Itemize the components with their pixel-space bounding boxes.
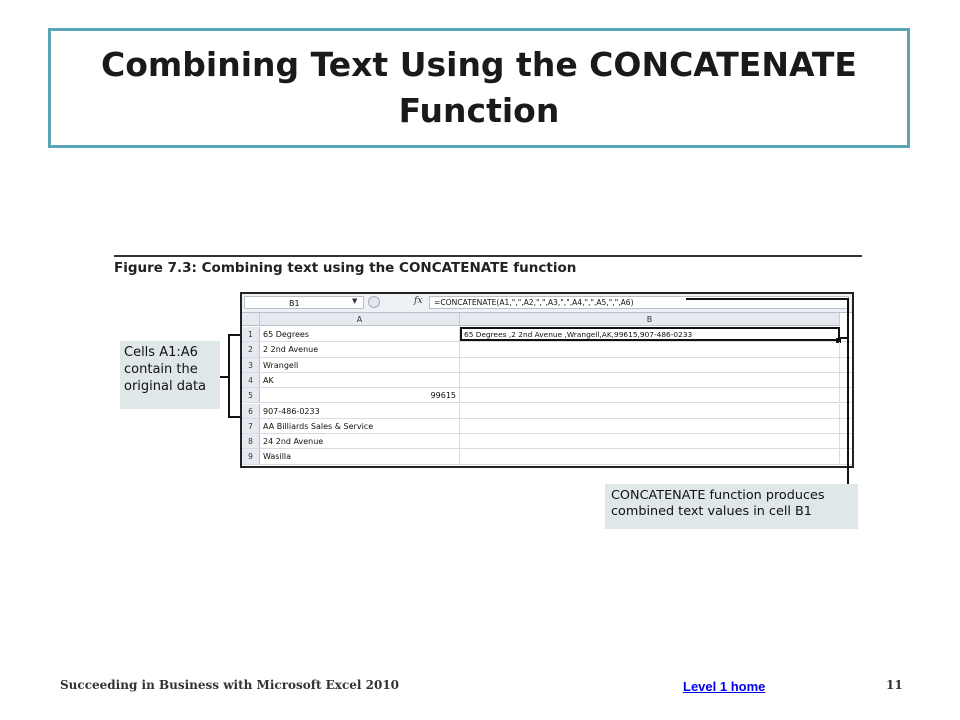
cell-a2[interactable]: 2 2nd Avenue: [260, 342, 460, 356]
cell-b1-active[interactable]: 65 Degrees ,2 2nd Avenue ,Wrangell,AK,99615,907-486-0233: [460, 327, 840, 341]
right-connector-line: [847, 298, 849, 486]
sheet-row: [242, 419, 852, 434]
row-number[interactable]: 1: [242, 327, 260, 341]
sheet-row: [242, 449, 852, 464]
cell-b5[interactable]: [460, 388, 840, 402]
row-number[interactable]: 7: [242, 419, 260, 433]
column-header-b[interactable]: B: [460, 313, 840, 326]
insert-function-icon[interactable]: fx: [414, 296, 423, 306]
formula-connector-line: [686, 298, 848, 300]
sheet-row: [242, 388, 852, 403]
callout-right-line-2: combined text values in cell B1: [611, 504, 812, 519]
row-number[interactable]: 9: [242, 449, 260, 463]
sheet-row: [242, 434, 852, 449]
cell-b6[interactable]: [460, 404, 840, 418]
cell-a5[interactable]: 99615: [260, 388, 460, 402]
cell-a1[interactable]: 65 Degrees: [260, 327, 460, 341]
cell-b4[interactable]: [460, 373, 840, 387]
row-number[interactable]: 6: [242, 404, 260, 418]
column-header-a[interactable]: A: [260, 313, 460, 326]
callout-left-line-2: contain the: [124, 362, 198, 377]
left-bracket-bottom: [228, 416, 240, 418]
cell-b7[interactable]: [460, 419, 840, 433]
left-bracket-pointer: [220, 376, 228, 378]
b1-connector-line: [838, 337, 848, 339]
cell-a6[interactable]: 907-486-0233: [260, 404, 460, 418]
footer-book-title: Succeeding in Business with Microsoft Excel 2010: [60, 678, 400, 692]
left-bracket-top: [228, 334, 240, 336]
cell-a3[interactable]: Wrangell: [260, 358, 460, 372]
select-all-corner[interactable]: [242, 313, 260, 326]
callout-left-line-3: original data: [124, 379, 207, 394]
cell-a7[interactable]: AA Billiards Sales & Service: [260, 419, 460, 433]
excel-screenshot: [240, 292, 854, 468]
cell-a9[interactable]: Wasilla: [260, 449, 460, 463]
cell-b3[interactable]: [460, 358, 840, 372]
cell-a8[interactable]: 24 2nd Avenue: [260, 434, 460, 448]
figure-caption: Figure 7.3: Combining text using the CONCATENATE function: [114, 260, 577, 276]
callout-function-result: [605, 484, 858, 529]
level-1-home-link[interactable]: Level 1 home: [683, 679, 766, 694]
callout-right-line-1: CONCATENATE function produces: [611, 488, 825, 503]
figure-rule: [114, 255, 862, 257]
sheet-row: [242, 358, 852, 373]
slide-title: [101, 42, 857, 134]
title-line-1: Combining Text Using the CONCATENATE: [101, 45, 857, 84]
left-bracket-line: [228, 334, 230, 418]
sheet-row: [242, 373, 852, 388]
title-line-2: Function: [398, 91, 560, 130]
callout-left-line-1: Cells A1:A6: [124, 345, 198, 360]
sheet-row: [242, 404, 852, 419]
sheet-row: [242, 342, 852, 357]
sheet-row: [242, 327, 852, 342]
title-box: [48, 28, 910, 148]
row-number[interactable]: 2: [242, 342, 260, 356]
row-number[interactable]: 8: [242, 434, 260, 448]
row-number[interactable]: 5: [242, 388, 260, 402]
callout-original-data: [120, 341, 220, 409]
cell-b2[interactable]: [460, 342, 840, 356]
row-number[interactable]: 3: [242, 358, 260, 372]
name-box[interactable]: B1: [244, 296, 364, 309]
cell-a4[interactable]: AK: [260, 373, 460, 387]
row-number[interactable]: 4: [242, 373, 260, 387]
formula-input[interactable]: =CONCATENATE(A1,",",A2,",",A3,",",A4,",",A5,",",A6): [429, 296, 849, 309]
page-number: 11: [886, 678, 903, 692]
cell-b8[interactable]: [460, 434, 840, 448]
name-box-dropdown-icon[interactable]: ▼: [352, 297, 358, 305]
cell-b9[interactable]: [460, 449, 840, 463]
formula-bar: [242, 294, 852, 313]
cancel-icon[interactable]: [368, 296, 380, 308]
